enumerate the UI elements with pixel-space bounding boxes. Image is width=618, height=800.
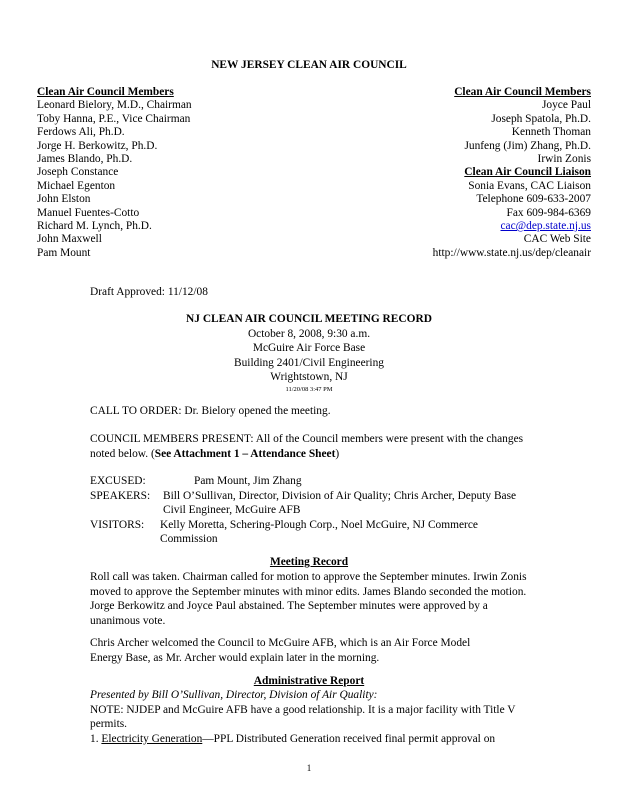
member-name: John Elston bbox=[37, 193, 91, 206]
record-header bbox=[0, 312, 618, 395]
member-name: Junfeng (Jim) Zhang, Ph.D. bbox=[464, 139, 591, 152]
member-name: Kenneth Thoman bbox=[511, 126, 591, 139]
member-name: John Maxwell bbox=[37, 233, 102, 246]
member-name: Joseph Spatola, Ph.D. bbox=[491, 112, 591, 125]
excused-value: Pam Mount, Jim Zhang bbox=[194, 475, 302, 487]
right-member-column bbox=[330, 86, 591, 260]
visitors-value: Kelly Moretta, Schering-Plough Corp., Noel McGuire, NJ Commerce Commission bbox=[160, 518, 478, 546]
right-members-heading: Clean Air Council Members bbox=[454, 86, 591, 98]
record-location: McGuire Air Force Base bbox=[252, 342, 366, 355]
admin-item: 1. Electricity Generation—PPL Distributed Generation received final permit approval on bbox=[90, 732, 496, 745]
attachment-reference: See Attachment 1 – Attendance Sheet bbox=[154, 447, 336, 460]
member-name: Toby Hanna, P.E., Vice Chairman bbox=[37, 112, 191, 125]
record-date: October 8, 2008, 9:30 a.m. bbox=[247, 327, 371, 340]
speakers-label: SPEAKERS: bbox=[90, 489, 151, 502]
speakers-value: Bill O’Sullivan, Director, Division of Air Quality; Chris Archer, Deputy Base Civil Engineer, McGuire AFB bbox=[163, 489, 517, 517]
member-name: Ferdows Ali, Ph.D. bbox=[37, 126, 125, 139]
email-link[interactable]: cac@dep.state.nj.us bbox=[500, 220, 591, 233]
item-title: Electricity Generation bbox=[101, 732, 203, 745]
draft-approved: Draft Approved: 11/12/08 bbox=[90, 286, 208, 298]
web-site-url: http://www.state.nj.us/dep/cleanair bbox=[432, 246, 591, 259]
call-to-order: CALL TO ORDER: Dr. Bielory opened the meeting. bbox=[90, 405, 331, 417]
member-name: Pam Mount bbox=[37, 246, 91, 259]
meeting-record-paragraph: Roll call was taken. Chairman called for motion to approve the September minutes. Irwin Zonis moved to approve the September minutes with minor edits. James Blando seconded the motion. Jorge Berkowitz and Joyce Paul abstained. The September minutes were approved by a unanimous vote. bbox=[90, 571, 527, 627]
left-members-heading: Clean Air Council Members bbox=[37, 86, 174, 98]
member-name: Joyce Paul bbox=[541, 99, 591, 112]
member-name: Irwin Zonis bbox=[537, 153, 591, 166]
excused-row bbox=[90, 474, 530, 489]
welcome-paragraph: Chris Archer welcomed the Council to McGuire AFB, which is an Air Force Model Energy Base, as Mr. Archer would explain later in the morning. bbox=[90, 637, 471, 664]
administrative-report-body bbox=[90, 688, 530, 746]
member-name: Jorge H. Berkowitz, Ph.D. bbox=[37, 139, 158, 152]
meeting-record-body bbox=[90, 570, 530, 628]
member-name: James Blando, Ph.D. bbox=[37, 153, 133, 166]
attendance-details bbox=[90, 474, 530, 547]
record-title: NJ CLEAN AIR COUNCIL MEETING RECORD bbox=[186, 313, 432, 325]
member-name: Joseph Constance bbox=[37, 166, 119, 179]
presented-by: Presented by Bill O’Sullivan, Director, Division of Air Quality: bbox=[90, 689, 378, 701]
record-location: Building 2401/Civil Engineering bbox=[234, 356, 384, 369]
administrative-report-heading: Administrative Report bbox=[253, 675, 365, 687]
member-name: Richard M. Lynch, Ph.D. bbox=[37, 220, 152, 233]
visitors-label: VISITORS: bbox=[90, 518, 145, 531]
member-name: Manuel Fuentes-Cotto bbox=[37, 206, 140, 219]
left-member-column bbox=[37, 86, 287, 260]
liaison-name: Sonia Evans, CAC Liaison bbox=[468, 179, 591, 192]
record-location: Wrightstown, NJ bbox=[270, 371, 348, 384]
admin-note: NOTE: NJDEP and McGuire AFB have a good relationship. It is a major facility with Title V permits. bbox=[90, 703, 516, 731]
page-title: NEW JERSEY CLEAN AIR COUNCIL bbox=[211, 59, 407, 71]
visitors-row bbox=[90, 518, 530, 547]
member-name: Michael Egenton bbox=[37, 179, 116, 192]
liaison-fax: Fax 609-984-6369 bbox=[506, 206, 591, 219]
speakers-row bbox=[90, 489, 530, 518]
page-number: 1 bbox=[306, 763, 312, 773]
meeting-record-heading: Meeting Record bbox=[269, 556, 349, 568]
excused-label: EXCUSED: bbox=[90, 475, 146, 487]
members-present: COUNCIL MEMBERS PRESENT: All of the Council members were present with the changes noted below. (See Attachment 1 – Attendance Sheet) bbox=[90, 433, 524, 460]
member-name: Leonard Bielory, M.D., Chairman bbox=[37, 99, 192, 112]
liaison-telephone: Telephone 609-633-2007 bbox=[476, 193, 591, 206]
liaison-heading: Clean Air Council Liaison bbox=[464, 166, 591, 179]
web-site-label: CAC Web Site bbox=[523, 233, 591, 246]
record-timestamp: 11/20/08 3:47 PM bbox=[285, 385, 333, 393]
